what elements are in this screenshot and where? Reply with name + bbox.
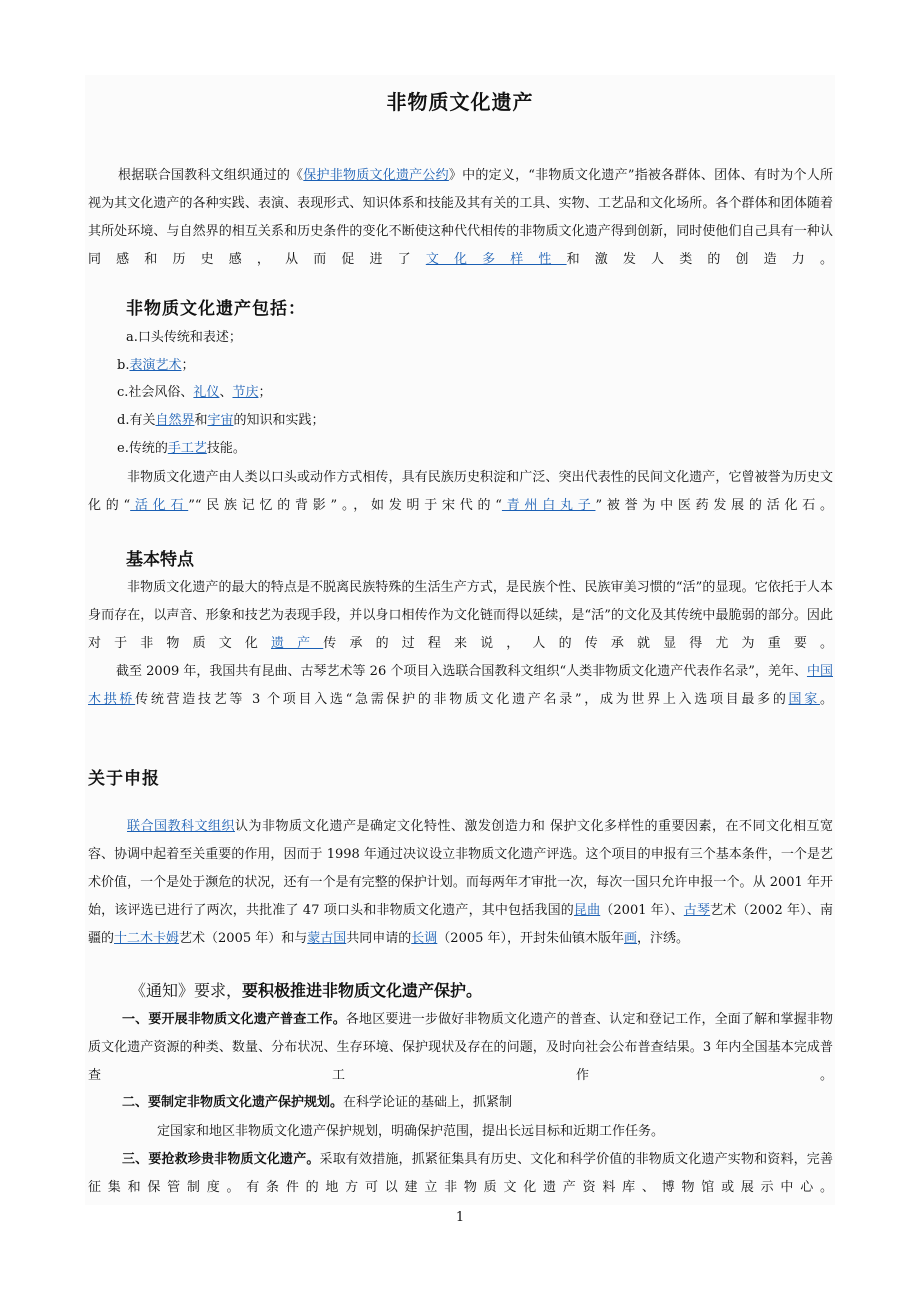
- section-heading-includes: 非物质文化遗产包括：: [126, 299, 306, 319]
- section-heading-apply: 关于申报: [88, 769, 160, 789]
- link-kunqu[interactable]: 昆曲: [573, 903, 601, 918]
- notice-heading: 《通知》要求，要积极推进非物质文化遗产保护。: [130, 981, 483, 1000]
- link-handicraft[interactable]: 手工艺: [167, 441, 207, 456]
- list-item: b.表演艺术；: [117, 358, 195, 373]
- page-title: 非物质文化遗产: [386, 90, 534, 114]
- link-universe[interactable]: 宇宙: [207, 413, 234, 428]
- notice-item-2: 二、要制定非物质文化遗产保护规划。在科学论证的基础上，抓紧制: [122, 1095, 513, 1110]
- link-long-song[interactable]: 长调: [411, 931, 438, 946]
- link-country[interactable]: 国家: [788, 692, 820, 707]
- link-muqam[interactable]: 十二木卡姆: [114, 931, 180, 946]
- link-painting[interactable]: 画: [624, 931, 638, 946]
- intro-paragraph: 根据联合国教科文组织通过的《保护非物质文化遗产公约》中的定义，“非物质文化遗产”指被各群体、团体、有时为个人所视为其文化遗产的各种实践、表演、表现形式、知识体系和技能及其有关的工具、实物、工艺品和文化场所。各个群体和团体随着其所处环境、与自然界的相互关系和历史条件的变化不断使这种代代相传的非物质文化遗产得到创新，同时使他们自己具有一种认同感和历史感，从而促进了文化多样性和激发人类的创造力。: [88, 168, 833, 267]
- link-mongolia[interactable]: 蒙古国: [307, 931, 347, 946]
- page-number: 1: [455, 1210, 465, 1225]
- link-living-fossil[interactable]: 活化石: [130, 498, 189, 513]
- link-festivals[interactable]: 节庆: [232, 385, 259, 400]
- link-heritage[interactable]: 遗产: [271, 636, 324, 651]
- section-heading-features: 基本特点: [126, 550, 194, 570]
- notice-item-3: 三、要抢救珍贵非物质文化遗产。采取有效措施，抓紧征集具有历史、文化和科学价值的非物质文化遗产实物和资料，完善征集和保管制度。有条件的地方可以建立非物质文化遗产资料库、博物馆或展示中心。: [88, 1152, 833, 1195]
- link-nature[interactable]: 自然界: [155, 413, 195, 428]
- link-unesco[interactable]: 联合国教科文组织: [127, 819, 235, 834]
- apply-paragraph: 联合国教科文组织认为非物质文化遗产是确定文化特性、激发创造力和 保护文化多样性的重要因素，在不同文化相互宽容、协调中起着至关重要的作用，因而于 1998 年通过决议设立非物质文化遗产评选。这个项目的申报有三个基本条件，一个是艺术价值，一个是处于濒危的状况，还有一个是有完整的保护计划。而每两年才审批一次，每次一国只允许申报一个。从 2001 年开始，该评选已进行了两次，共批准了 47 项口头和非物质文化遗产，其中包括我国的昆曲（2001 年）、古琴艺术（2002 年）、南疆的十二木卡姆艺术（2005 年）和与蒙古国共同申请的长调（2005 年），开封朱仙镇木版年画，汴绣。: [88, 819, 834, 946]
- link-rituals[interactable]: 礼仪: [193, 385, 220, 400]
- features-paragraph: 非物质文化遗产的最大的特点是不脱离民族特殊的生活生产方式，是民族个性、民族审美习惯的“活”的显现。它依托于人本身而存在，以声音、形象和技艺为表现手段，并以身口相传作为文化链而得以延续，是“活”的文化及其传统中最脆弱的部分。因此对于非物质文化遗产传承的过程来说，人的传承就显得尤为重要。: [88, 580, 833, 651]
- link-convention[interactable]: 保护非物质文化遗产公约: [303, 168, 449, 183]
- link-wooden-arch-bridge[interactable]: 中国木拱桥: [88, 664, 833, 707]
- list-item: a.口头传统和表述；: [126, 330, 242, 345]
- link-performing-arts[interactable]: 表演艺术: [129, 358, 182, 373]
- features-paragraph-2009: 截至 2009 年，我国共有昆曲、古琴艺术等 26 个项目入选联合国教科文组织“人类非物质文化遗产代表作名录”，羌年、中国木拱桥传统营造技艺等 3 个项目入选“急需保护的非物质文化遗产名录”，成为世界上入选项目最多的国家。: [88, 664, 833, 707]
- link-cultural-diversity[interactable]: 文化多样性: [425, 252, 567, 267]
- notice-item-1: 一、要开展非物质文化遗产普查工作。各地区要进一步做好非物质文化遗产的普查、认定和登记工作，全面了解和掌握非物质文化遗产资源的种类、数量、分布状况、生存环境、保护现状及存在的问题，及时向社会公布普查结果。3 年内全国基本完成普查工作。: [88, 1012, 833, 1083]
- list-item: c.社会风俗、礼仪、节庆；: [117, 385, 272, 400]
- notice-item-2-cont: 定国家和地区非物质文化遗产保护规划，明确保护范围，提出长远目标和近期工作任务。: [157, 1124, 665, 1139]
- link-guqin[interactable]: 古琴: [683, 903, 711, 918]
- list-item: d.有关自然界和宇宙的知识和实践；: [117, 413, 325, 428]
- includes-paragraph: 非物质文化遗产由人类以口头或动作方式相传，具有民族历史积淀和广泛、突出代表性的民间文化遗产，它曾被誉为历史文化的“活化石”“民族记忆的背影”。，如发明于宋代的“青州白丸子”被誉为中医药发展的活化石。: [88, 470, 833, 513]
- link-qingzhou-pill[interactable]: 青州白丸子: [501, 498, 596, 513]
- list-item: e.传统的手工艺技能。: [117, 441, 246, 456]
